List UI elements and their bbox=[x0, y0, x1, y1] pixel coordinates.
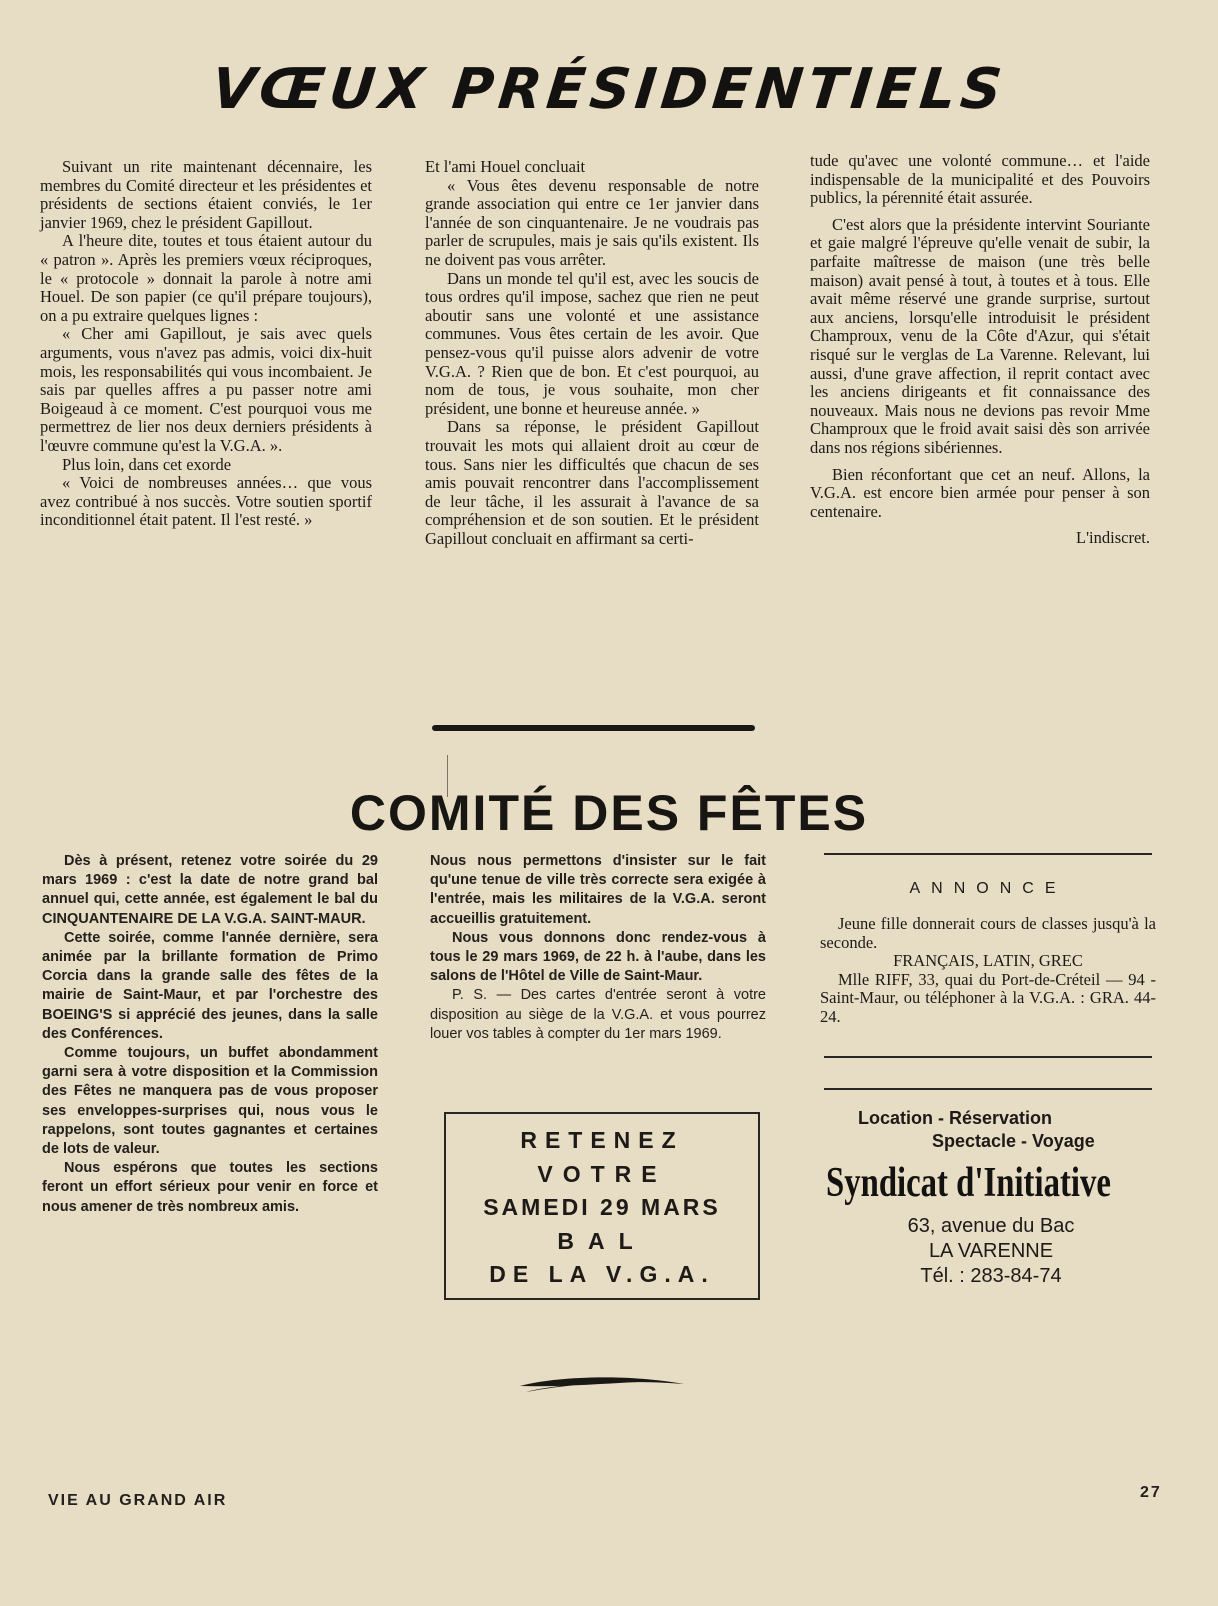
annonce-contact: Mlle RIFF, 33, quai du Port-de-Créteil — 94 - Saint-Maur, ou téléphoner à la V.G.A. : GRA. 44-24. bbox=[820, 969, 1156, 1026]
article-title: VŒUX PRÉSIDENTIELS bbox=[208, 57, 1010, 122]
paragraph: Cette soirée, comme l'année dernière, sera animée par la brillante formation de Primo Corcia dans la grande salle des fêtes de la mairie de Saint-Maur, et par l'orchestre des BOEING'S si apprécié des jeunes, dans la salle des Conférences. bbox=[42, 929, 378, 1042]
article1-column-3 bbox=[810, 152, 1150, 548]
swoosh-ornament bbox=[518, 1372, 686, 1394]
page-number: 27 bbox=[1140, 1484, 1162, 1501]
annonce-rule-top bbox=[824, 853, 1152, 855]
paragraph: Plus loin, dans cet exorde bbox=[62, 454, 232, 474]
box-line: SAMEDI 29 MARS bbox=[483, 1194, 721, 1221]
paragraph: Et l'ami Houel concluait bbox=[425, 157, 586, 176]
paragraph: Dans sa réponse, le président Gapillout trouvait les mots qui allaient droit au cœur de tous. Sans nier les difficultés que chacun de ses amis pouvait rencontrer dans l'accomplissement de leur tâche, il les assurait à l'avance de sa compréhension et de son soutien. Et le président Gapillout concluait en affirmant sa certi- bbox=[425, 417, 759, 548]
article2-column-1 bbox=[42, 852, 378, 1217]
paragraph: « Voici de nombreuses années… que vous avez contribué à nos succès. Votre soutien sportif inconditionnel était patent. Il l'est resté. » bbox=[40, 473, 372, 530]
paragraph: C'est alors que la présidente intervint Souriante et gaie malgré l'épreuve qu'elle venait de subir, la parfaite maîtresse de maison (une très belle maison) avait pensé à tout, à toutes et à tous. Elle avait même réservé une grande surprise, surtout aux anciens, lorsqu'elle introduisit le président Champroux, venu de la Côte d'Azur, qui s'était risqué sur le verglas de La Varenne. Relevant, lui aussi, d'une grave affection, il reprit contact avec les anciens dirigeants et fit connaissance des nouveaux. Mais nous ne devions pas revoir Mme Champroux que le froid avait saisi dès son arrivée dans nos régions sibériennes. bbox=[810, 214, 1150, 457]
paragraph: Suivant un rite maintenant décennaire, les membres du Comité directeur et les présidentes et présidents de sections étaient conviés, le 1er janvier 1969, chez le président Gapillout. bbox=[40, 157, 372, 232]
advert-town: LA VARENNE bbox=[928, 1240, 1054, 1262]
advert-services-1: Location - Réservation bbox=[858, 1108, 1053, 1128]
paragraph: Nous espérons que toutes les sections feront un effort sérieux pour venir en force et nous amener de très nombreux amis. bbox=[42, 1160, 378, 1215]
advert-rule-top bbox=[824, 1088, 1152, 1090]
advert-address bbox=[860, 1214, 1122, 1289]
annonce-text: Jeune fille donnerait cours de classes jusqu'à la seconde. bbox=[820, 914, 1156, 952]
article2-column-2 bbox=[430, 852, 766, 1044]
footer-magazine-name: VIE AU GRAND AIR bbox=[48, 1492, 228, 1509]
box-line: RETENEZ bbox=[520, 1127, 684, 1153]
box-line: BAL bbox=[557, 1227, 647, 1254]
paragraph: Nous nous permettons d'insister sur le fait qu'une tenue de ville très correcte sera exigée à l'entrée, mais les militaires de la V.G.A. seront accueillis gratuitement. bbox=[430, 853, 766, 927]
article1-column-2 bbox=[425, 158, 759, 548]
section-title: COMITÉ DES FÊTES bbox=[349, 785, 869, 841]
paragraph: tude qu'avec une volonté commune… et l'aide indispensable de la municipalité et des Pouvoirs publics, la pérennité était assurée. bbox=[810, 151, 1150, 208]
advert-services-2: Spectacle - Voyage bbox=[932, 1131, 1095, 1151]
paragraph: Dès à présent, retenez votre soirée du 29 mars 1969 : c'est la date de notre grand bal annuel qui, cette année, est également le bal du CINQUANTENAIRE DE LA V.G.A. SAINT-MAUR. bbox=[42, 853, 378, 927]
box-line: VOTRE bbox=[537, 1160, 667, 1187]
paragraph: A l'heure dite, toutes et tous étaient autour du « patron ». Après les premiers vœux réciproques, le « protocole » donnait la parole à notre ami Houel. De son papier (ce qu'il prépare toujours), on a pu extraire quelques lignes : bbox=[40, 231, 372, 325]
paragraph: Comme toujours, un buffet abondamment garni sera à votre disposition et la Commission des Fêtes ne manquera pas de vous proposer ses enveloppes-surprises qui, nous vous le rappelons, sont toutes gagnantes et certaines de lots de valeur. bbox=[42, 1045, 378, 1158]
advert-phone: Tél. : 283-84-74 bbox=[920, 1265, 1062, 1287]
paragraph: Dans un monde tel qu'il est, avec les soucis de tous ordres qu'il impose, sachez que rien ne peut aboutir sans une volonté et une assistance communes. Vous êtes certain de les avoir. Que pensez-vous qu'il puisse alors advenir de votre V.G.A. ? Rien que de bon. Et c'est pourquoi, au nom de tous, je vous souhaite, mon cher président, une bonne et heureuse année. » bbox=[425, 268, 759, 418]
paragraph: Bien réconfortant que cet an neuf. Allons, la V.G.A. est encore bien armée pour penser à son centenaire. bbox=[810, 464, 1150, 521]
paragraph: Nous vous donnons donc rendez-vous à tous le 29 mars 1969, de 22 h. à l'aube, dans les salons de l'Hôtel de Ville de Saint-Maur. bbox=[430, 929, 766, 985]
annonce-title: ANNONCE bbox=[909, 880, 1067, 897]
box-line: DE LA V.G.A. bbox=[489, 1261, 715, 1288]
section-divider bbox=[432, 725, 755, 731]
paragraph: « Cher ami Gapillout, je sais avec quels arguments, vous n'avez pas admis, voici dix-huit mois, les responsabilités qui vous incombaient. Je sais par quelles affres a pu passer notre ami Boigeaud à ce moment. C'est pourquoi vous me permettrez de lier nos deux derniers présidents à l'œuvre commune qu'est la V.G.A. ». bbox=[40, 324, 372, 455]
postscript: P. S. — Des cartes d'entrée seront à votre disposition au siège de la V.G.A. et vous pourrez louer vos tables à compter du 1er mars 1969. bbox=[430, 987, 766, 1042]
annonce-body bbox=[820, 915, 1156, 1027]
article1-column-1 bbox=[40, 158, 372, 530]
advert-name: Syndicat d'Initiative bbox=[826, 1160, 1111, 1206]
paragraph: « Vous êtes devenu responsable de notre grande association qui entre ce 1er janvier dans l'année de son cinquantenaire. Je ne voudrais pas parler de scrupules, mais je sais qu'ils existent. Ils ne doivent pas vous arrêter. bbox=[425, 175, 759, 269]
event-reminder-box bbox=[444, 1112, 760, 1300]
annonce-rule-bottom bbox=[824, 1056, 1152, 1058]
signature: L'indiscret. bbox=[1076, 528, 1150, 548]
advert-street: 63, avenue du Bac bbox=[907, 1215, 1075, 1237]
annonce-subjects: FRANÇAIS, LATIN, GREC bbox=[893, 951, 1083, 971]
